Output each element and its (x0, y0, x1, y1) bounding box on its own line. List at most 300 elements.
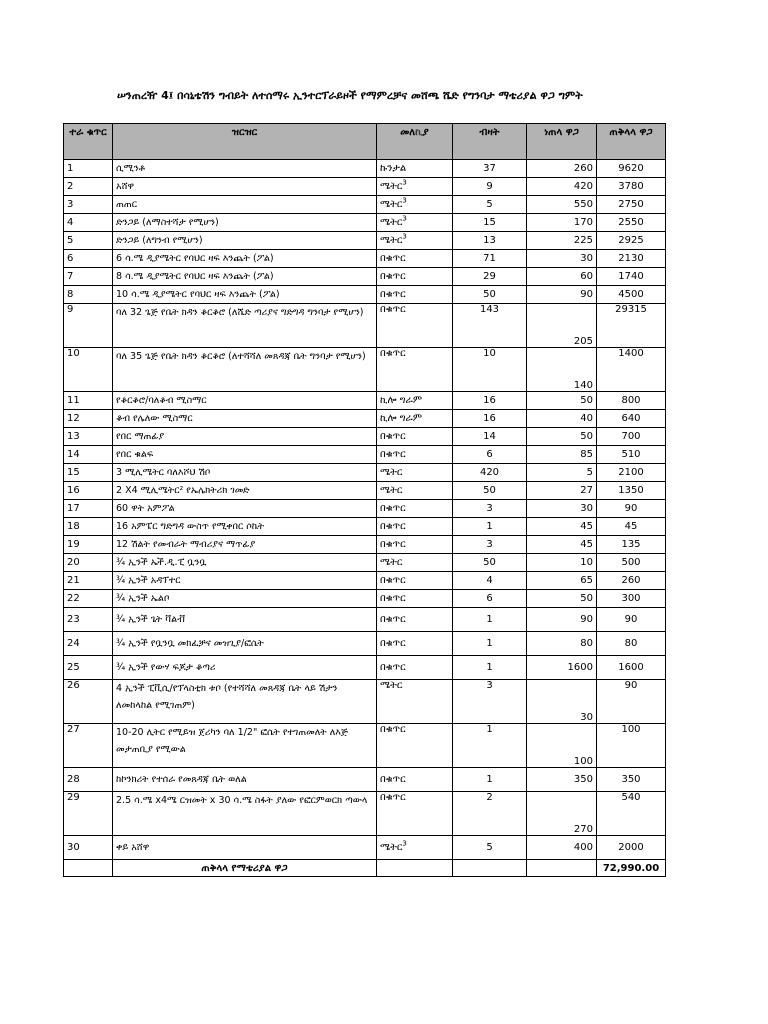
row-number-text: 10 (67, 348, 80, 359)
row-number-text: 27 (67, 724, 80, 735)
table-row (64, 792, 666, 836)
row-quantity (453, 268, 527, 286)
row-quantity-text: 3 (486, 503, 493, 514)
row-unit-price (527, 250, 597, 268)
row-description (113, 214, 377, 232)
row-total-price (597, 482, 666, 500)
row-unit-price (527, 196, 597, 214)
row-unit-price (527, 232, 597, 250)
row-quantity (453, 518, 527, 536)
row-total-price-text: 700 (621, 431, 641, 442)
row-unit-price (527, 590, 597, 608)
row-unit-price-text: 30 (580, 503, 593, 514)
row-quantity-text: 3 (486, 680, 493, 691)
row-quantity-text: 14 (483, 431, 496, 442)
row-unit-price-text: 50 (580, 395, 593, 406)
row-number (64, 268, 113, 286)
row-total-price (597, 590, 666, 608)
row-description-text: ¾ ኢንች ኤልቦ (116, 593, 170, 604)
row-description-text: 10 ሳ.ሜ ዲያሜትር የባህር ዛፍ እንጨት (ፖል) (116, 289, 280, 300)
row-description-text: ከኮንክሪት የተሰራ የመጸዳጃ ቤት ወለል (116, 774, 247, 785)
row-description-text: ¾ ኢንች ጌት ቫልቭ (116, 614, 186, 625)
row-unit-price (527, 632, 597, 656)
table-row (64, 656, 666, 680)
row-quantity-text: 1 (486, 662, 493, 673)
table-row (64, 392, 666, 410)
row-number (64, 590, 113, 608)
unit-superscript: 3 (402, 178, 407, 187)
row-description-text: የቆርቆሮ/ባለቆብ ሚስማር (116, 395, 207, 406)
row-quantity-text: 13 (483, 235, 496, 246)
table-row (64, 410, 666, 428)
row-total-price-text: 90 (624, 614, 638, 625)
row-quantity (453, 768, 527, 792)
row-description-text: የበር ቁልፍ (116, 449, 154, 460)
table-row (64, 268, 666, 286)
row-description-text: ድንጋይ (ለማስተሻታ የሚሆን) (116, 217, 219, 228)
row-number-text: 26 (67, 680, 80, 691)
row-unit-price-text: 270 (573, 824, 593, 835)
row-unit-text: በቁጥር (380, 724, 406, 735)
row-description (113, 160, 377, 178)
row-quantity-text: 50 (483, 557, 496, 568)
row-unit-text: በቁጥር (380, 792, 406, 803)
row-description-text: ¾ ኢንች የውሃ ፍጆታ ቆጣሪ (116, 662, 216, 673)
row-total-price (597, 724, 666, 768)
row-unit (377, 464, 453, 482)
row-unit (377, 348, 453, 392)
row-number (64, 554, 113, 572)
row-unit (377, 286, 453, 304)
row-unit-price (527, 792, 597, 836)
row-unit-price-text: 40 (580, 413, 593, 424)
row-description (113, 836, 377, 860)
row-number-text: 1 (67, 163, 74, 174)
row-total-price-text: 2550 (618, 217, 644, 228)
row-total-price (597, 446, 666, 464)
table-row (64, 768, 666, 792)
row-description-text: ባለ 35 ጌጅ የቤት ክዳን ቆርቆሮ (ለተሻሻለ መጸዳጃ ቤት ግንባታ የሚሆን) (116, 351, 366, 362)
table-row (64, 590, 666, 608)
row-quantity (453, 792, 527, 836)
header-unit-price: ነጠላ ዋጋ (527, 124, 597, 160)
row-quantity-text: 2 (486, 792, 493, 803)
row-unit-price-text: 90 (580, 289, 593, 300)
row-total-price-text: 90 (624, 680, 638, 691)
row-description-text: ¾ ኢንች ኤች.ዲ.ፒ ቧንቧ (116, 557, 207, 568)
row-total-price (597, 410, 666, 428)
row-unit-price (527, 680, 597, 724)
row-number (64, 836, 113, 860)
table-row (64, 482, 666, 500)
row-unit (377, 196, 453, 214)
total-blank (453, 860, 527, 877)
row-unit-price-text: 100 (573, 756, 593, 767)
row-unit-text: በቁጥር (380, 271, 406, 282)
row-total-price-text: 45 (624, 521, 638, 532)
row-unit-text: ሜትር (380, 842, 403, 853)
row-number-text: 30 (67, 842, 80, 853)
row-total-price (597, 656, 666, 680)
row-description (113, 232, 377, 250)
row-number-text: 3 (67, 199, 74, 210)
row-quantity (453, 392, 527, 410)
row-quantity (453, 196, 527, 214)
table-row (64, 608, 666, 632)
row-unit-price (527, 724, 597, 768)
row-description (113, 268, 377, 286)
row-unit-text: በቁጥር (380, 614, 406, 625)
row-total-price-text: 640 (621, 413, 641, 424)
row-quantity (453, 232, 527, 250)
row-quantity-text: 50 (483, 289, 496, 300)
row-number (64, 792, 113, 836)
row-number (64, 464, 113, 482)
row-total-price-text: 510 (621, 449, 641, 460)
row-total-price-text: 9620 (618, 163, 644, 174)
row-total-price-text: 2130 (618, 253, 644, 264)
row-total-price (597, 428, 666, 446)
total-blank (377, 860, 453, 877)
row-description-text: ቆብ የሌለው ሚስማር (116, 413, 193, 424)
header-unit: መለኪያ (377, 124, 453, 160)
row-unit-text: በቁጥር (380, 304, 406, 315)
row-total-price (597, 160, 666, 178)
row-unit-price-text: 45 (580, 521, 593, 532)
row-number-text: 20 (67, 557, 80, 568)
row-number (64, 178, 113, 196)
row-unit-price-text: 60 (580, 271, 593, 282)
table-row (64, 196, 666, 214)
row-unit-price-text: 260 (573, 163, 593, 174)
row-quantity (453, 286, 527, 304)
row-quantity-text: 16 (483, 395, 496, 406)
row-unit (377, 836, 453, 860)
row-unit-price (527, 304, 597, 348)
row-unit-text: በቁጥር (380, 638, 406, 649)
row-total-price (597, 304, 666, 348)
row-unit (377, 792, 453, 836)
row-description (113, 446, 377, 464)
total-row (64, 860, 666, 877)
row-description (113, 554, 377, 572)
row-total-price-text: 3780 (618, 181, 644, 192)
row-unit-text: በቁጥር (380, 575, 406, 586)
row-description (113, 680, 377, 724)
row-quantity-text: 1 (486, 521, 493, 532)
row-total-price (597, 250, 666, 268)
row-total-price-text: 1350 (618, 485, 644, 496)
row-quantity (453, 214, 527, 232)
row-unit-text: ሜትር (380, 181, 403, 192)
row-total-price-text: 800 (621, 395, 641, 406)
table-row (64, 214, 666, 232)
row-unit-price (527, 178, 597, 196)
row-unit-text: በቁጥር (380, 449, 406, 460)
row-unit-price-text: 140 (573, 380, 593, 391)
row-number (64, 518, 113, 536)
row-unit (377, 428, 453, 446)
row-unit-price-text: 50 (580, 431, 593, 442)
row-unit-price (527, 518, 597, 536)
row-total-price-text: 4500 (618, 289, 644, 300)
row-description-text: ¾ ኢንች የቧንቧ መክፈቻና መዝጊያ/ፎሴት (116, 638, 264, 649)
row-unit-price (527, 214, 597, 232)
row-number (64, 656, 113, 680)
row-description (113, 348, 377, 392)
row-description-text: 3 ሚሊሜትር ባለእሾህ ሽቦ (116, 467, 211, 478)
row-number-text: 19 (67, 539, 80, 550)
row-description (113, 608, 377, 632)
row-quantity-text: 420 (479, 467, 500, 478)
row-number-text: 21 (67, 575, 80, 586)
row-description-text: ባለ 32 ጌጅ የቤት ክዳን ቆርቆሮ (ለሼድ ጣሪያና ግድግዳ ግንባታ የሚሆን) (116, 307, 364, 318)
row-total-price-text: 2100 (618, 467, 644, 478)
row-unit-price (527, 768, 597, 792)
row-number-text: 28 (67, 774, 80, 785)
row-description-text: 2 X4 ሚሊሜትር² የኤሌክትሪክ ገመድ (116, 485, 250, 496)
row-unit-price (527, 160, 597, 178)
row-total-price (597, 268, 666, 286)
row-description (113, 792, 377, 836)
table-row (64, 836, 666, 860)
row-unit-price-text: 45 (580, 539, 593, 550)
row-number (64, 572, 113, 590)
row-total-price-text: 350 (621, 774, 641, 785)
row-unit-price (527, 348, 597, 392)
row-total-price (597, 632, 666, 656)
row-unit (377, 500, 453, 518)
row-unit (377, 572, 453, 590)
row-unit (377, 608, 453, 632)
row-quantity-text: 3 (486, 539, 493, 550)
row-total-price (597, 178, 666, 196)
row-quantity (453, 348, 527, 392)
table-row (64, 518, 666, 536)
row-unit-text: ሜትር (380, 680, 403, 691)
row-quantity-text: 5 (486, 842, 493, 853)
row-description (113, 724, 377, 768)
row-number (64, 196, 113, 214)
table-row (64, 500, 666, 518)
row-description (113, 572, 377, 590)
table-row (64, 632, 666, 656)
row-unit-price-text: 205 (573, 336, 593, 347)
row-unit-text: በቁጥር (380, 593, 406, 604)
row-description (113, 250, 377, 268)
row-number-text: 12 (67, 413, 80, 424)
row-quantity (453, 590, 527, 608)
row-quantity (453, 446, 527, 464)
row-quantity (453, 608, 527, 632)
row-unit (377, 518, 453, 536)
row-total-price-text: 300 (621, 593, 641, 604)
row-quantity (453, 536, 527, 554)
table-row (64, 178, 666, 196)
header-no: ተራ ቁጥር (64, 124, 113, 160)
row-unit-text: ሜትር (380, 557, 403, 568)
row-quantity (453, 680, 527, 724)
row-number (64, 768, 113, 792)
header-quantity: ብዛት (453, 124, 527, 160)
row-unit (377, 536, 453, 554)
table-row (64, 428, 666, 446)
row-unit-price-text: 1600 (567, 662, 593, 673)
row-number-text: 25 (67, 662, 80, 673)
row-total-price (597, 348, 666, 392)
unit-superscript: 3 (402, 214, 407, 223)
row-quantity-text: 15 (483, 217, 496, 228)
row-quantity-text: 1 (486, 774, 493, 785)
row-total-price-text: 260 (621, 575, 641, 586)
row-number (64, 214, 113, 232)
row-quantity (453, 304, 527, 348)
row-description-text: የበር ማጠፊያ (116, 431, 165, 442)
table-row (64, 446, 666, 464)
row-unit-price (527, 656, 597, 680)
table-row (64, 724, 666, 768)
row-number-text: 2 (67, 181, 74, 192)
row-quantity (453, 724, 527, 768)
row-unit-text: በቁጥር (380, 539, 406, 550)
row-number (64, 536, 113, 554)
row-unit-text: ሜትር (380, 199, 403, 210)
row-unit-text: ሜትር (380, 235, 403, 246)
row-number (64, 482, 113, 500)
row-total-price (597, 392, 666, 410)
row-quantity (453, 160, 527, 178)
row-number-text: 9 (67, 304, 74, 315)
row-unit-price-text: 550 (573, 199, 593, 210)
table-row (64, 348, 666, 392)
row-number (64, 608, 113, 632)
row-quantity-text: 5 (486, 199, 493, 210)
total-label: ጠቅላላ የማቴሪያል ዋጋ (113, 860, 377, 877)
row-unit (377, 392, 453, 410)
row-unit-price (527, 410, 597, 428)
row-number (64, 680, 113, 724)
row-unit (377, 768, 453, 792)
row-unit (377, 680, 453, 724)
row-quantity-text: 6 (486, 593, 493, 604)
row-quantity-text: 16 (483, 413, 496, 424)
row-unit-text: ሜትር (380, 485, 403, 496)
row-number-text: 13 (67, 431, 80, 442)
row-description (113, 632, 377, 656)
row-total-price-text: 100 (621, 724, 641, 735)
row-unit-text: በቁጥር (380, 521, 406, 532)
row-unit (377, 268, 453, 286)
row-unit (377, 250, 453, 268)
row-description (113, 518, 377, 536)
row-description (113, 464, 377, 482)
row-unit (377, 590, 453, 608)
row-unit-price-text: 225 (573, 235, 593, 246)
row-quantity-text: 1 (486, 724, 493, 735)
row-unit-price (527, 446, 597, 464)
row-quantity (453, 632, 527, 656)
unit-superscript: 3 (402, 839, 407, 848)
row-description-text: 60 ዋት አምፖል (116, 503, 175, 514)
row-quantity (453, 178, 527, 196)
row-unit-text: ኪሎ ግራም (380, 395, 423, 406)
row-unit-price (527, 482, 597, 500)
row-total-price (597, 232, 666, 250)
row-total-price (597, 836, 666, 860)
row-total-price-text: 90 (624, 503, 638, 514)
row-quantity-text: 1 (486, 638, 493, 649)
table-row (64, 286, 666, 304)
row-number (64, 724, 113, 768)
row-unit-text: ኩንታል (380, 163, 407, 174)
row-unit-price (527, 392, 597, 410)
row-unit-price-text: 27 (580, 485, 593, 496)
row-total-price (597, 214, 666, 232)
table-row (64, 554, 666, 572)
row-quantity-text: 10 (483, 348, 496, 359)
row-total-price-text: 1600 (618, 662, 644, 673)
total-blank (64, 860, 113, 877)
row-description (113, 304, 377, 348)
row-total-price-text: 29315 (615, 304, 647, 315)
row-description (113, 656, 377, 680)
row-unit (377, 304, 453, 348)
row-quantity (453, 656, 527, 680)
row-total-price (597, 500, 666, 518)
grand-total-value: 72,990.00 (597, 860, 666, 877)
row-total-price-text: 2925 (618, 235, 644, 246)
row-unit-text: በቁጥር (380, 774, 406, 785)
row-description-text: 12 ሽልት የመብራት ማብሪያና ማጥፊያ (116, 539, 256, 550)
row-total-price (597, 572, 666, 590)
row-description-text: 2.5 ሳ.ሜ x4ሜ ርዝመት x 30 ሳ.ሜ ስፋት ያለው የፎርምወርክ ጣውላ (116, 795, 368, 806)
row-quantity-text: 50 (483, 485, 496, 496)
row-description-text: ቀይ አሸዋ (116, 842, 150, 853)
row-unit-price-text: 65 (580, 575, 593, 586)
row-unit (377, 178, 453, 196)
row-number (64, 250, 113, 268)
row-quantity (453, 554, 527, 572)
row-number-text: 16 (67, 485, 80, 496)
row-unit-price (527, 536, 597, 554)
row-description-text: 6 ሳ.ሜ ዲያሜትር የባህር ዛፍ እንጨት (ፖል) (116, 253, 274, 264)
row-number (64, 446, 113, 464)
header-total-price: ጠቅላላ ዋጋ (597, 124, 666, 160)
row-unit (377, 482, 453, 500)
row-unit-price-text: 50 (580, 593, 593, 604)
row-description (113, 482, 377, 500)
row-description-text: 4 ኢንች ፒቪሲ/የፕላስቲክ ቱቦ (የተሻሻለ መጸዳጃ ቤት ላይ ሽታን ለመከላከል የሚገጠም) (116, 683, 338, 711)
row-description (113, 590, 377, 608)
row-unit-text: በቁጥር (380, 662, 406, 673)
row-unit-price (527, 554, 597, 572)
row-quantity (453, 836, 527, 860)
unit-superscript: 3 (402, 196, 407, 205)
row-quantity-text: 143 (479, 304, 500, 315)
total-blank (527, 860, 597, 877)
row-number (64, 232, 113, 250)
row-quantity (453, 428, 527, 446)
row-total-price (597, 286, 666, 304)
row-total-price (597, 554, 666, 572)
table-title: ሠንጠረዥ 4፤ በሳኒቴሽን ግብይት ለተሰማሩ ኢንተርፕራይዞች የማምረቻና መሸጫ ሼድ የግንባታ ማቴሪያል ዋጋ ግምት (117, 89, 583, 102)
row-total-price-text: 500 (621, 557, 641, 568)
row-number-text: 11 (67, 395, 80, 406)
row-number (64, 632, 113, 656)
row-quantity (453, 250, 527, 268)
row-unit (377, 632, 453, 656)
row-unit-text: በቁጥር (380, 503, 406, 514)
